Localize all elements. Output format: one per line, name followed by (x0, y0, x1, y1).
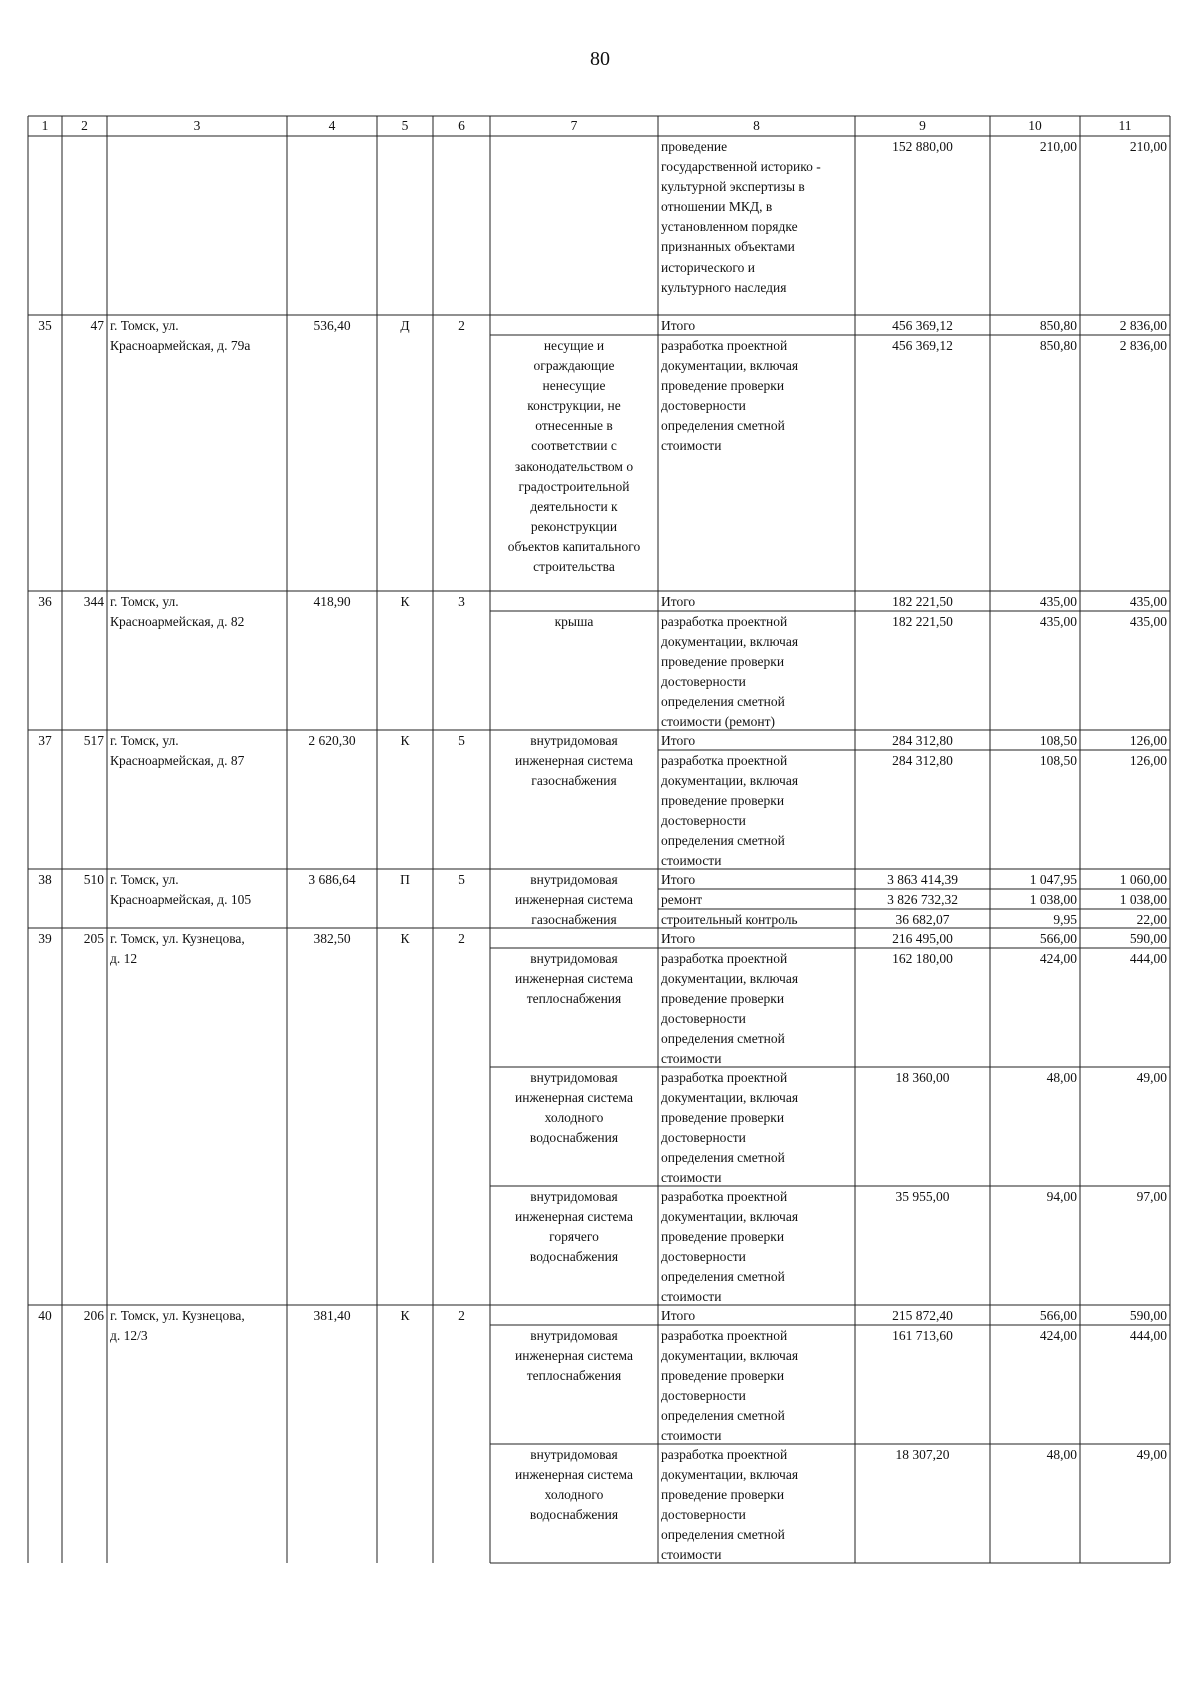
row-floors: 3 (458, 594, 465, 609)
row-area: 382,50 (313, 931, 351, 946)
line-system: внутридомовая инженерная система теплоснабжения (515, 951, 633, 1007)
line-work: Итого (661, 594, 696, 609)
line-system: внутридомовая инженерная система холодного водоснабжения (515, 1447, 633, 1523)
row-type: К (400, 1308, 410, 1323)
line-system: внутридомовая инженерная система холодного водоснабжения (515, 1070, 633, 1146)
row-type: К (400, 733, 410, 748)
row-floors: 5 (458, 733, 465, 748)
line-max-unit-cost: 444,00 (1129, 951, 1167, 966)
line-unit-cost: 48,00 (1046, 1070, 1077, 1085)
line-max-unit-cost: 49,00 (1136, 1447, 1167, 1462)
line-unit-cost: 48,00 (1046, 1447, 1077, 1462)
line-system: крыша (554, 614, 594, 629)
line-work: строительный контроль (661, 912, 798, 927)
line-work: разработка проектной документации, включая проведение проверки достоверности определения сметной стоимости (661, 1447, 799, 1563)
row-number: 40 (38, 1308, 52, 1323)
line-unit-cost: 435,00 (1039, 594, 1077, 609)
line-max-unit-cost: 22,00 (1136, 912, 1167, 927)
line-work: разработка проектной документации, включая проведение проверки достоверности определения сметной стоимости (661, 951, 799, 1067)
line-cost: 161 713,60 (892, 1328, 953, 1343)
line-unit-cost: 424,00 (1039, 951, 1077, 966)
row-number: 39 (38, 931, 52, 946)
row-id: 206 (83, 1308, 104, 1323)
line-system: внутридомовая инженерная система теплоснабжения (515, 1328, 633, 1384)
line-cost: 284 312,80 (892, 753, 953, 768)
column-header: 9 (919, 118, 926, 133)
row-number: 37 (38, 733, 52, 748)
line-work: разработка проектной документации, включая проведение проверки достоверности определения сметной стоимости (661, 338, 799, 454)
row-number: 38 (38, 872, 52, 887)
row-floors: 2 (458, 1308, 465, 1323)
line-unit-cost: 9,95 (1053, 912, 1077, 927)
column-header: 2 (81, 118, 88, 133)
line-cost: 3 863 414,39 (887, 872, 958, 887)
line-cost: 456 369,12 (892, 338, 953, 353)
line-cost: 3 826 732,32 (887, 892, 958, 907)
row-area: 536,40 (313, 318, 351, 333)
line-cost: 182 221,50 (892, 594, 953, 609)
line-unit-cost: 424,00 (1039, 1328, 1077, 1343)
column-header: 10 (1028, 118, 1042, 133)
line-max-unit-cost: 210,00 (1129, 139, 1167, 154)
row-type: К (400, 594, 410, 609)
row-area: 2 620,30 (308, 733, 356, 748)
line-cost: 456 369,12 (892, 318, 953, 333)
line-max-unit-cost: 590,00 (1129, 1308, 1167, 1323)
line-unit-cost: 566,00 (1039, 931, 1077, 946)
column-header: 6 (458, 118, 465, 133)
row-address: г. Томск, ул. Красноармейская, д. 105 (110, 872, 252, 908)
line-cost: 182 221,50 (892, 614, 953, 629)
line-max-unit-cost: 126,00 (1129, 733, 1167, 748)
row-floors: 5 (458, 872, 465, 887)
line-max-unit-cost: 444,00 (1129, 1328, 1167, 1343)
line-work: разработка проектной документации, включая проведение проверки достоверности определения сметной стоимости (661, 753, 799, 869)
row-system: внутридомовая инженерная система газоснабжения (515, 872, 633, 928)
line-max-unit-cost: 1 038,00 (1119, 892, 1167, 907)
line-unit-cost: 94,00 (1046, 1189, 1077, 1204)
line-cost: 215 872,40 (892, 1308, 953, 1323)
line-work: Итого (661, 872, 696, 887)
line-cost: 18 360,00 (895, 1070, 950, 1085)
row-floors: 2 (458, 318, 465, 333)
line-max-unit-cost: 97,00 (1136, 1189, 1167, 1204)
page-number: 80 (590, 48, 610, 70)
column-header: 11 (1118, 118, 1132, 133)
row-address: г. Томск, ул. Красноармейская, д. 79а (110, 318, 251, 354)
line-max-unit-cost: 2 836,00 (1119, 318, 1167, 333)
row-id: 510 (83, 872, 104, 887)
line-work: разработка проектной документации, включая проведение проверки достоверности определения сметной стоимости (661, 1189, 799, 1305)
row-address: г. Томск, ул. Красноармейская, д. 82 (110, 594, 245, 630)
line-max-unit-cost: 590,00 (1129, 931, 1167, 946)
line-cost: 35 955,00 (895, 1189, 950, 1204)
line-max-unit-cost: 126,00 (1129, 753, 1167, 768)
row-type: К (400, 931, 410, 946)
line-cost: 162 180,00 (892, 951, 953, 966)
line-unit-cost: 850,80 (1039, 318, 1077, 333)
line-work: Итого (661, 733, 696, 748)
column-header: 5 (401, 118, 409, 133)
line-unit-cost: 566,00 (1039, 1308, 1077, 1323)
line-unit-cost: 1 047,95 (1029, 872, 1077, 887)
line-work: разработка проектной документации, включая проведение проверки достоверности определения сметной стоимости (ремонт) (661, 614, 799, 730)
line-cost: 152 880,00 (892, 139, 953, 154)
line-unit-cost: 210,00 (1039, 139, 1077, 154)
line-work: разработка проектной документации, включая проведение проверки достоверности определения сметной стоимости (661, 1070, 799, 1186)
column-header: 8 (753, 118, 760, 133)
line-cost: 284 312,80 (892, 733, 953, 748)
line-system: внутридомовая инженерная система горячего водоснабжения (515, 1189, 633, 1265)
line-max-unit-cost: 2 836,00 (1119, 338, 1167, 353)
line-system: несущие и ограждающие ненесущие конструкции, не отнесенные в соответствии с законодательством о градостроительной деятельности к реконструкции объектов капитального строительства (507, 338, 641, 575)
line-cost: 216 495,00 (892, 931, 953, 946)
line-work: ремонт (661, 892, 703, 907)
row-id: 205 (83, 931, 104, 946)
row-area: 381,40 (313, 1308, 351, 1323)
line-work: Итого (661, 1308, 696, 1323)
line-unit-cost: 1 038,00 (1029, 892, 1077, 907)
row-address: г. Томск, ул. Кузнецова, д. 12/3 (110, 1308, 245, 1344)
line-max-unit-cost: 1 060,00 (1119, 872, 1167, 887)
column-header: 1 (41, 118, 49, 133)
line-cost: 18 307,20 (895, 1447, 950, 1462)
line-max-unit-cost: 435,00 (1129, 614, 1167, 629)
row-id: 47 (90, 318, 104, 333)
line-max-unit-cost: 49,00 (1136, 1070, 1167, 1085)
line-unit-cost: 435,00 (1039, 614, 1077, 629)
column-header: 3 (193, 118, 201, 133)
row-floors: 2 (458, 931, 465, 946)
line-unit-cost: 108,50 (1039, 733, 1077, 748)
row-address: г. Томск, ул. Красноармейская, д. 87 (110, 733, 245, 769)
line-work: разработка проектной документации, включая проведение проверки достоверности определения сметной стоимости (661, 1328, 799, 1444)
column-header: 7 (570, 118, 578, 133)
row-id: 517 (83, 733, 104, 748)
row-area: 418,90 (313, 594, 351, 609)
column-header: 4 (328, 118, 336, 133)
line-work: Итого (661, 318, 696, 333)
row-area: 3 686,64 (308, 872, 356, 887)
row-number: 35 (38, 318, 52, 333)
row-id: 344 (83, 594, 104, 609)
line-unit-cost: 850,80 (1039, 338, 1077, 353)
line-work: проведение государственной историко - культурной экспертизы в отношении МКД, в установленном порядке признанных объектами исторического и культурного наследия (661, 139, 821, 295)
row-address: г. Томск, ул. Кузнецова, д. 12 (110, 931, 245, 967)
line-max-unit-cost: 435,00 (1129, 594, 1167, 609)
row-number: 36 (38, 594, 52, 609)
line-unit-cost: 108,50 (1039, 753, 1077, 768)
line-work: Итого (661, 931, 696, 946)
line-cost: 36 682,07 (895, 912, 950, 927)
row-type: Д (400, 318, 410, 333)
row-type: П (400, 872, 410, 887)
row-system: внутридомовая инженерная система газоснабжения (515, 733, 633, 789)
